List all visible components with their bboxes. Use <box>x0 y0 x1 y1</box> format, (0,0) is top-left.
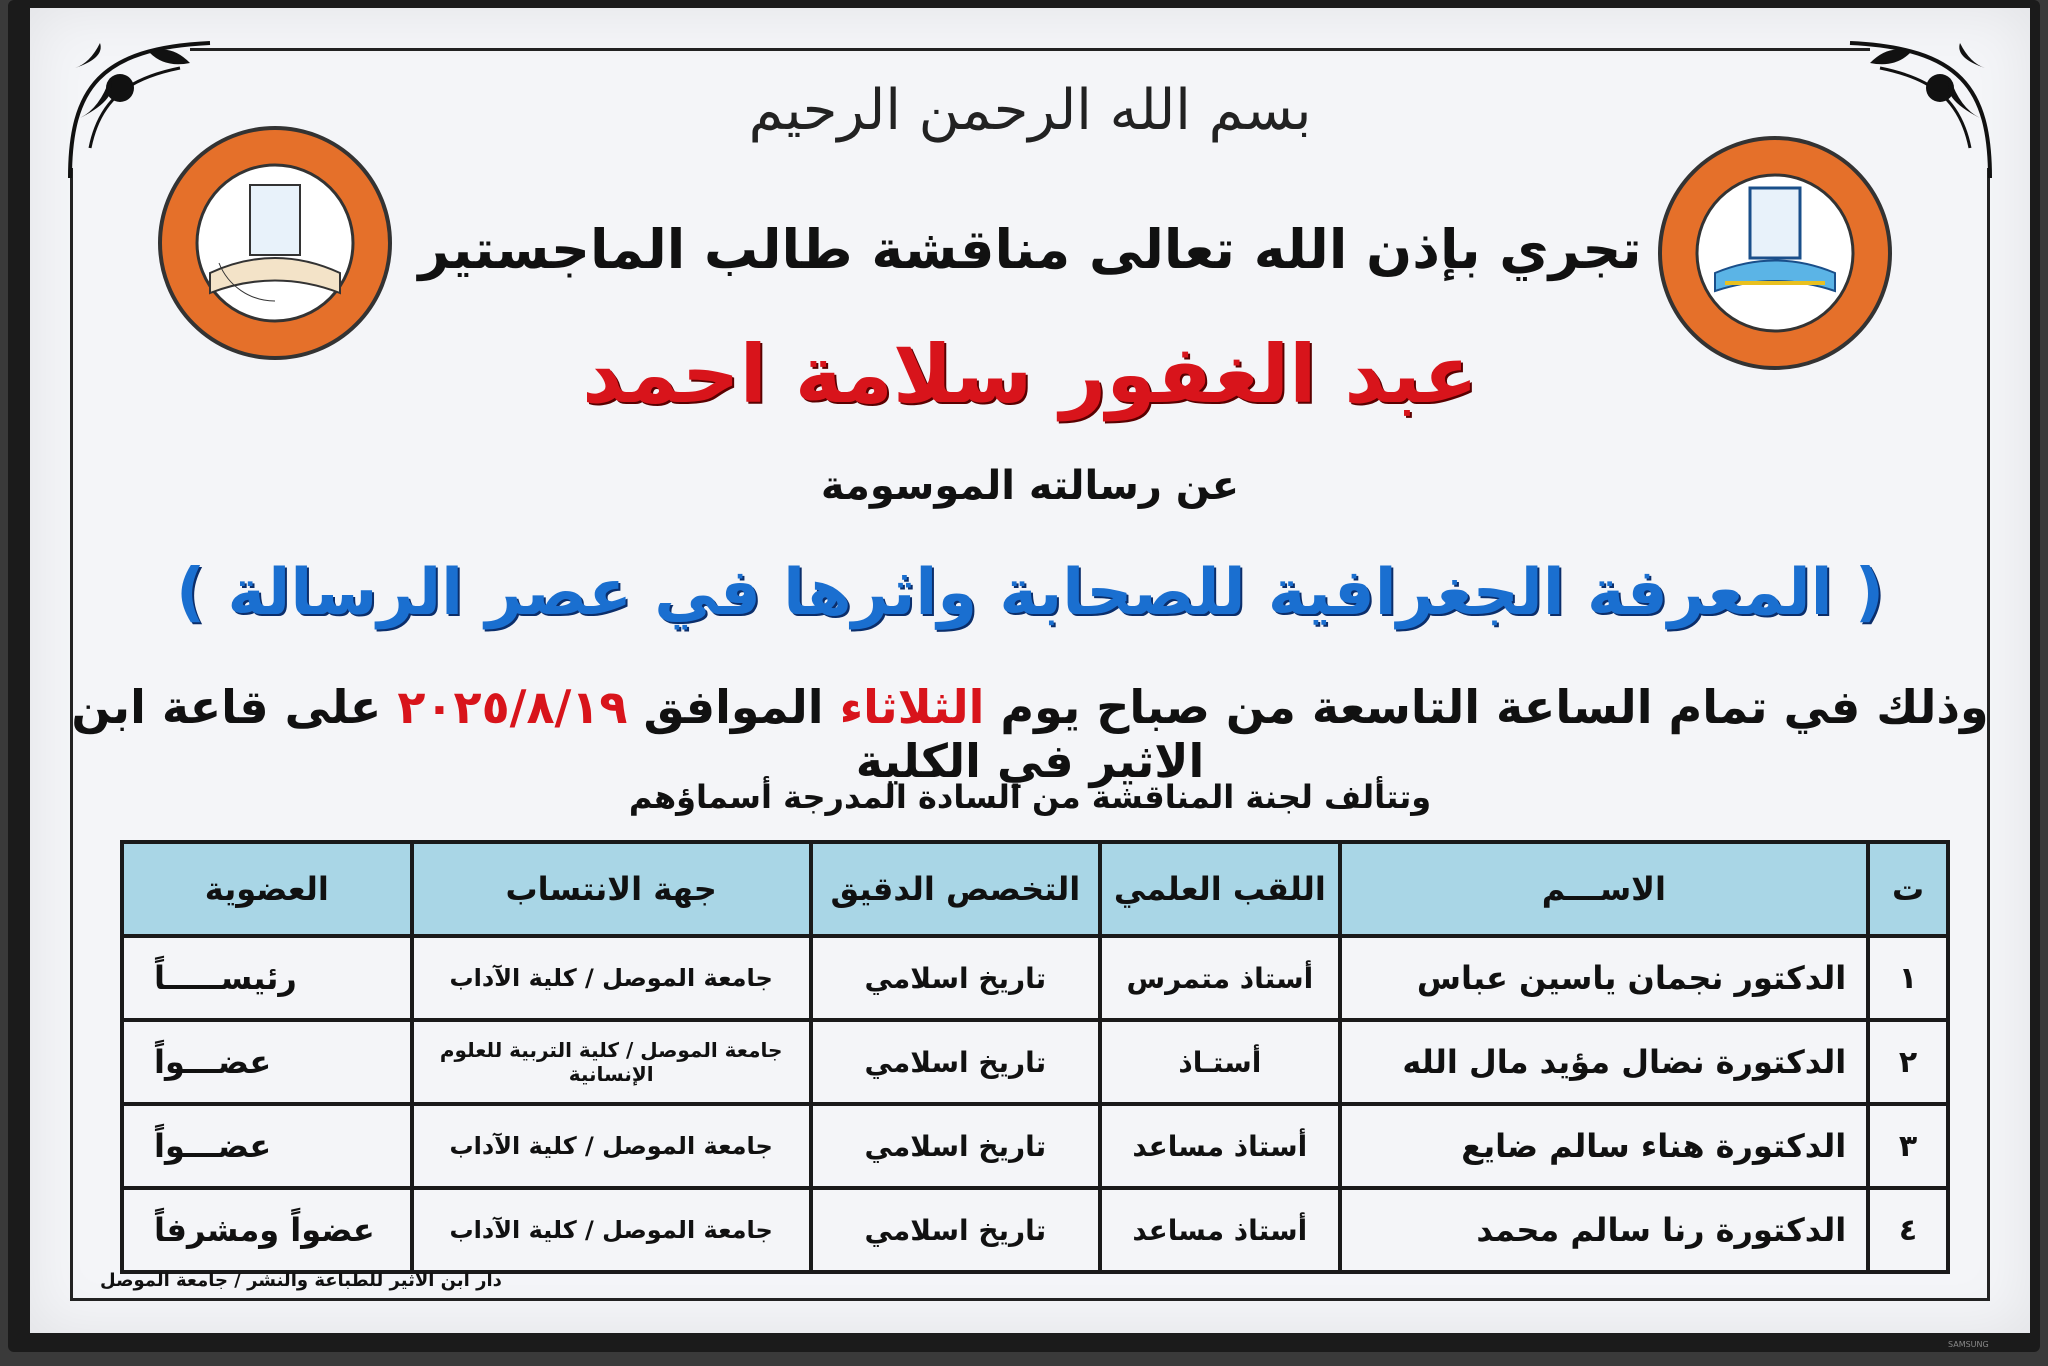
row-title: أستاذ مساعد <box>1100 1188 1340 1272</box>
table-row <box>122 1188 1948 1272</box>
frame-top-line <box>190 48 1870 51</box>
row-index: ٣ <box>1868 1104 1948 1188</box>
tv-screen <box>8 0 2040 1352</box>
header-title: اللقب العلمي <box>1100 842 1340 936</box>
row-specialty: تاريخ اسلامي <box>811 936 1100 1020</box>
row-index: ٢ <box>1868 1020 1948 1104</box>
row-role: عضـــواً <box>122 1020 412 1104</box>
row-title: أستـاذ <box>1100 1020 1340 1104</box>
row-name: الدكتورة رنا سالم محمد <box>1340 1188 1869 1272</box>
publisher-footer: دار ابن الاثير للطباعة والنشر / جامعة الموصل <box>100 1270 502 1291</box>
row-role: عضـــواً <box>122 1104 412 1188</box>
tv-brand-label: SAMSUNG <box>1948 1340 1989 1349</box>
header-affiliation: جهة الانتساب <box>412 842 811 936</box>
row-affiliation: جامعة الموصل / كلية الآداب <box>412 1104 811 1188</box>
thesis-intro: عن رسالته الموسومة <box>820 463 1240 509</box>
header-specialty: التخصص الدقيق <box>811 842 1100 936</box>
committee-table <box>120 840 1950 1274</box>
table-row <box>122 1104 1948 1188</box>
row-affiliation: جامعة الموصل / كلية الآداب <box>412 1188 811 1272</box>
row-name: الدكتورة هناء سالم ضايع <box>1340 1104 1869 1188</box>
header-name: الاســـم <box>1340 842 1869 936</box>
student-name: عبد الغفور سلامة احمد <box>582 328 1478 421</box>
schedule-part1: وذلك في تمام الساعة التاسعة من صباح يوم <box>1000 680 1989 734</box>
schedule-part2: الموافق <box>643 680 824 734</box>
schedule-day: الثلاثاء <box>839 680 985 734</box>
table-header-row <box>122 842 1948 936</box>
row-affiliation: جامعة الموصل / كلية التربية للعلوم الإنسانية <box>412 1020 811 1104</box>
row-name: الدكتور نجمان ياسين عباس <box>1340 936 1869 1020</box>
schedule-part3: على قاعة ابن الاثير في الكلية <box>71 680 1205 788</box>
row-index: ١ <box>1868 936 1948 1020</box>
row-title: أستاذ متمرس <box>1100 936 1340 1020</box>
basmala-calligraphy: بسم الله الرحمن الرحيم <box>748 78 1312 143</box>
row-specialty: تاريخ اسلامي <box>811 1020 1100 1104</box>
committee-intro: وتتألف لجنة المناقشة من السادة المدرجة أسماؤهم <box>628 778 1432 816</box>
row-specialty: تاريخ اسلامي <box>811 1188 1100 1272</box>
schedule-line <box>10 680 2048 788</box>
row-title: أستاذ مساعد <box>1100 1104 1340 1188</box>
row-name: الدكتورة نضال مؤيد مال الله <box>1340 1020 1869 1104</box>
table-row <box>122 936 1948 1020</box>
thesis-title: ( المعرفة الجغرافية للصحابة واثرها في عصر الرسالة ) <box>175 556 1885 630</box>
row-role: رئيســـــاً <box>122 936 412 1020</box>
row-role: عضواً ومشرفاً <box>122 1188 412 1272</box>
table-row <box>122 1020 1948 1104</box>
announcement-sheet <box>30 8 2030 1333</box>
row-specialty: تاريخ اسلامي <box>811 1104 1100 1188</box>
header-index: ت <box>1868 842 1948 936</box>
header-role: العضوية <box>122 842 412 936</box>
row-index: ٤ <box>1868 1188 1948 1272</box>
row-affiliation: جامعة الموصل / كلية الآداب <box>412 936 811 1020</box>
announcement-heading: تجري بإذن الله تعالى مناقشة طالب الماجستير <box>418 218 1642 281</box>
schedule-date: ٢٠٢٥/٨/١٩ <box>397 680 628 734</box>
frame-bottom-line <box>70 1298 1990 1301</box>
